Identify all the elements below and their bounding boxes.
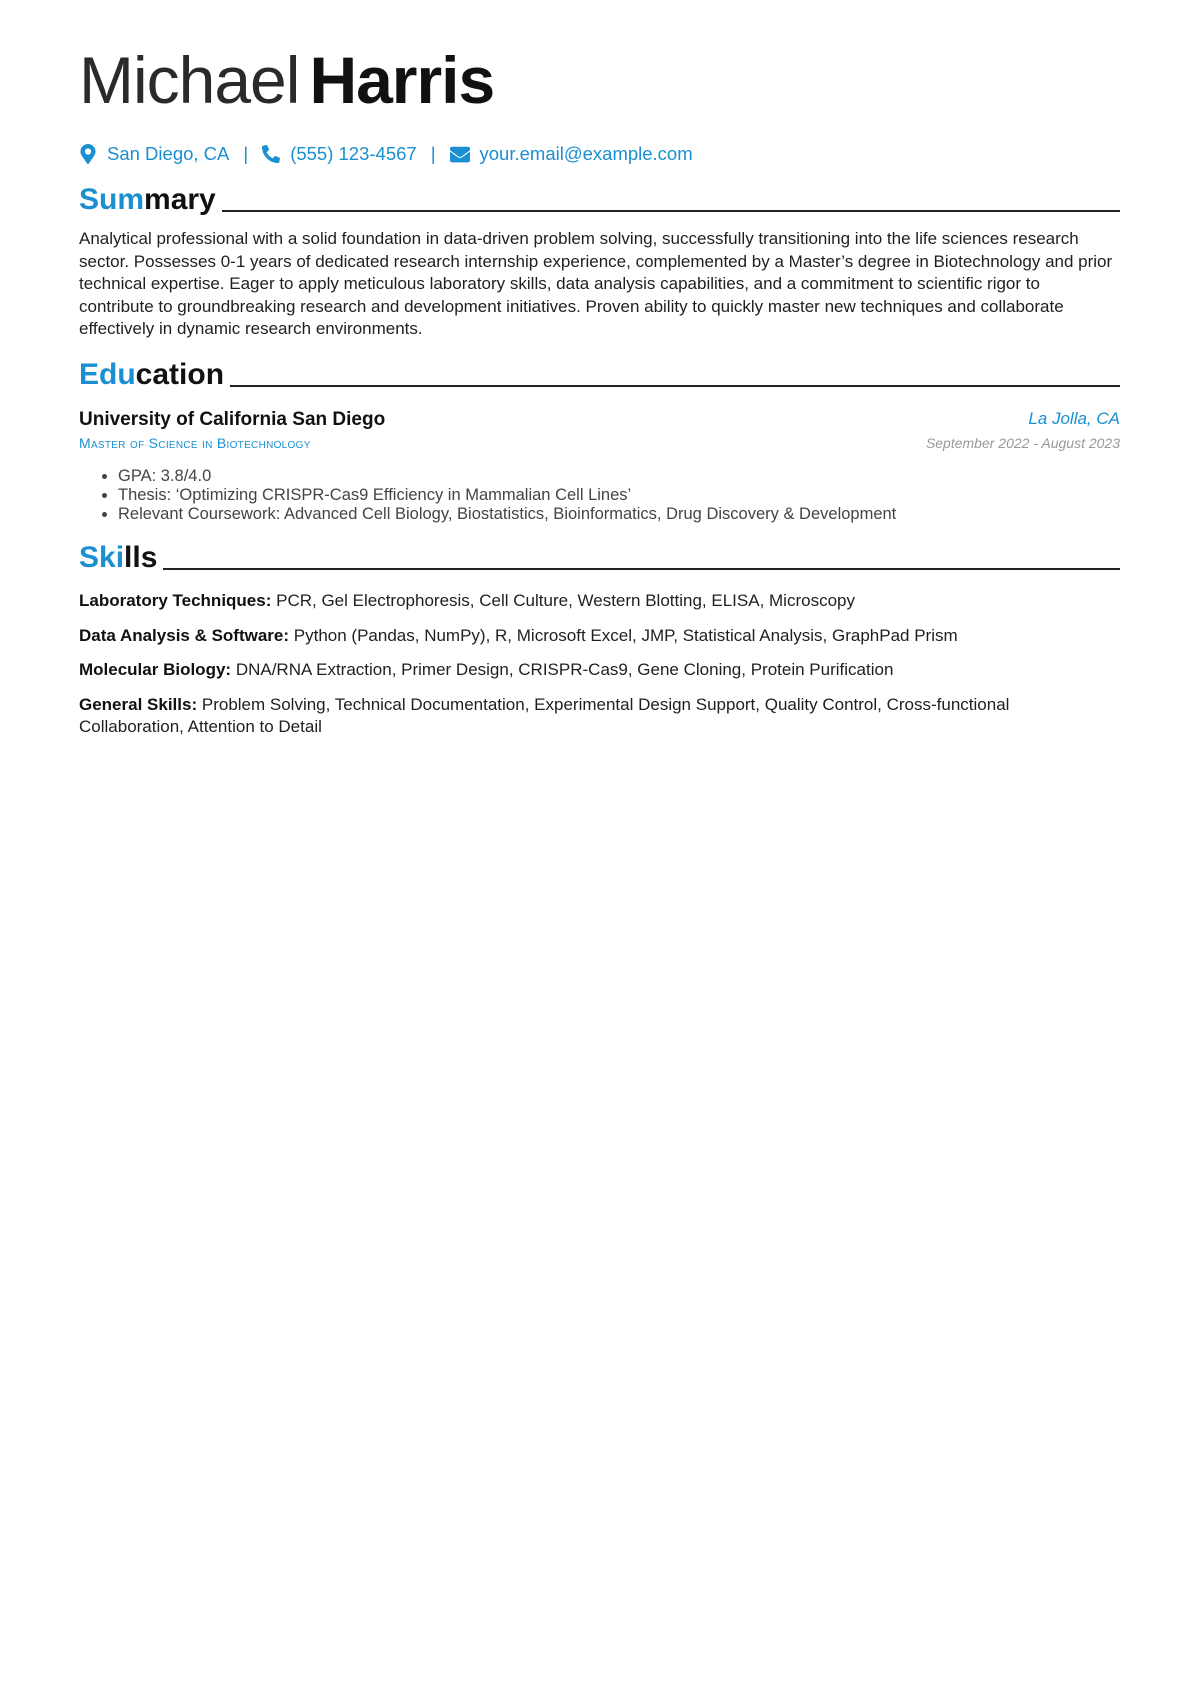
education-bullets <box>79 467 1120 524</box>
contact-bar <box>79 142 1120 166</box>
school-name: University of California San Diego <box>79 408 386 430</box>
skill-label: Data Analysis & Software: <box>79 625 290 645</box>
education-entry-subheader <box>79 435 1120 451</box>
education-dates: September 2022 - August 2023 <box>925 434 1120 451</box>
envelope-icon <box>450 146 470 163</box>
section-rule <box>222 210 1120 212</box>
summary-title-accent: Sum <box>79 183 145 216</box>
education-entry-header <box>79 409 1120 431</box>
contact-location <box>79 143 229 165</box>
summary-title <box>79 182 216 218</box>
email-text: your.email@example.com <box>479 143 693 164</box>
skills-title-accent: Ski <box>79 540 125 574</box>
section-rule <box>230 385 1120 387</box>
education-heading <box>79 355 1120 393</box>
phone-icon <box>262 144 280 164</box>
summary-title-rest: mary <box>144 183 216 216</box>
skills-title <box>79 540 157 576</box>
skill-value: PCR, Gel Electrophoresis, Cell Culture, Western Blotting, ELISA, Microscopy <box>276 590 855 610</box>
location-text: San Diego, CA <box>107 143 230 164</box>
skill-value: Python (Pandas, NumPy), R, Microsoft Excel, JMP, Statistical Analysis, GraphPad Prism <box>293 625 958 645</box>
map-marker-icon <box>79 144 97 164</box>
skill-line <box>79 659 1119 682</box>
skill-label: Laboratory Techniques: <box>79 590 272 610</box>
school-location: La Jolla, CA <box>1028 408 1120 428</box>
list-item: • Thesis: ‘Optimizing CRISPR-Cas9 Efficiency in Mammalian Cell Lines’ <box>118 486 1120 505</box>
first-name: Michael <box>79 43 300 117</box>
education-title <box>79 357 224 393</box>
skill-line <box>79 625 1119 648</box>
separator: | <box>243 143 249 164</box>
list-item: • GPA: 3.8/4.0 <box>118 467 1120 486</box>
summary-text: Analytical professional with a solid foundation in data-driven problem solving, successfully transitioning into the life sciences research sector. Possesses 0-1 years of dedicated research internship experience, complemented by a Master’s degree in Biotechnology and prior technical expertise. Eager to apply meticulous laboratory skills, data analysis capabilities, and a commitment to scientific rigor to contribute to groundbreaking research and development initiatives. Proven ability to quickly master new techniques and collaborate effectively in dynamic research environments. <box>79 229 1113 339</box>
last-name: Harris <box>309 43 495 117</box>
skill-label: General Skills: <box>79 694 198 714</box>
summary-heading <box>79 180 1120 218</box>
education-title-accent: Edu <box>79 357 136 391</box>
contact-phone[interactable] <box>262 143 417 165</box>
skill-value: DNA/RNA Extraction, Primer Design, CRISPR-Cas9, Gene Cloning, Protein Purification <box>235 660 894 680</box>
skill-label: Molecular Biology: <box>79 660 232 680</box>
section-rule <box>163 568 1120 570</box>
skills-title-rest: lls <box>124 540 158 574</box>
candidate-name <box>79 40 1120 120</box>
skill-line <box>79 694 1119 739</box>
contact-email[interactable] <box>450 143 693 165</box>
list-item: • Relevant Coursework: Advanced Cell Biology, Biostatistics, Bioinformatics, Drug Discovery & Development <box>118 505 1120 524</box>
phone-text: (555) 123-4567 <box>290 143 417 164</box>
skill-line <box>79 590 1119 613</box>
skills-heading <box>79 538 1120 576</box>
degree: Master of Science in Biotechnology <box>79 434 311 451</box>
education-title-rest: cation <box>135 357 225 391</box>
skill-value: Problem Solving, Technical Documentation, Experimental Design Support, Quality Control, Cross-functional Collaboration, Attention to Detail <box>79 694 1010 737</box>
separator: | <box>430 143 436 164</box>
